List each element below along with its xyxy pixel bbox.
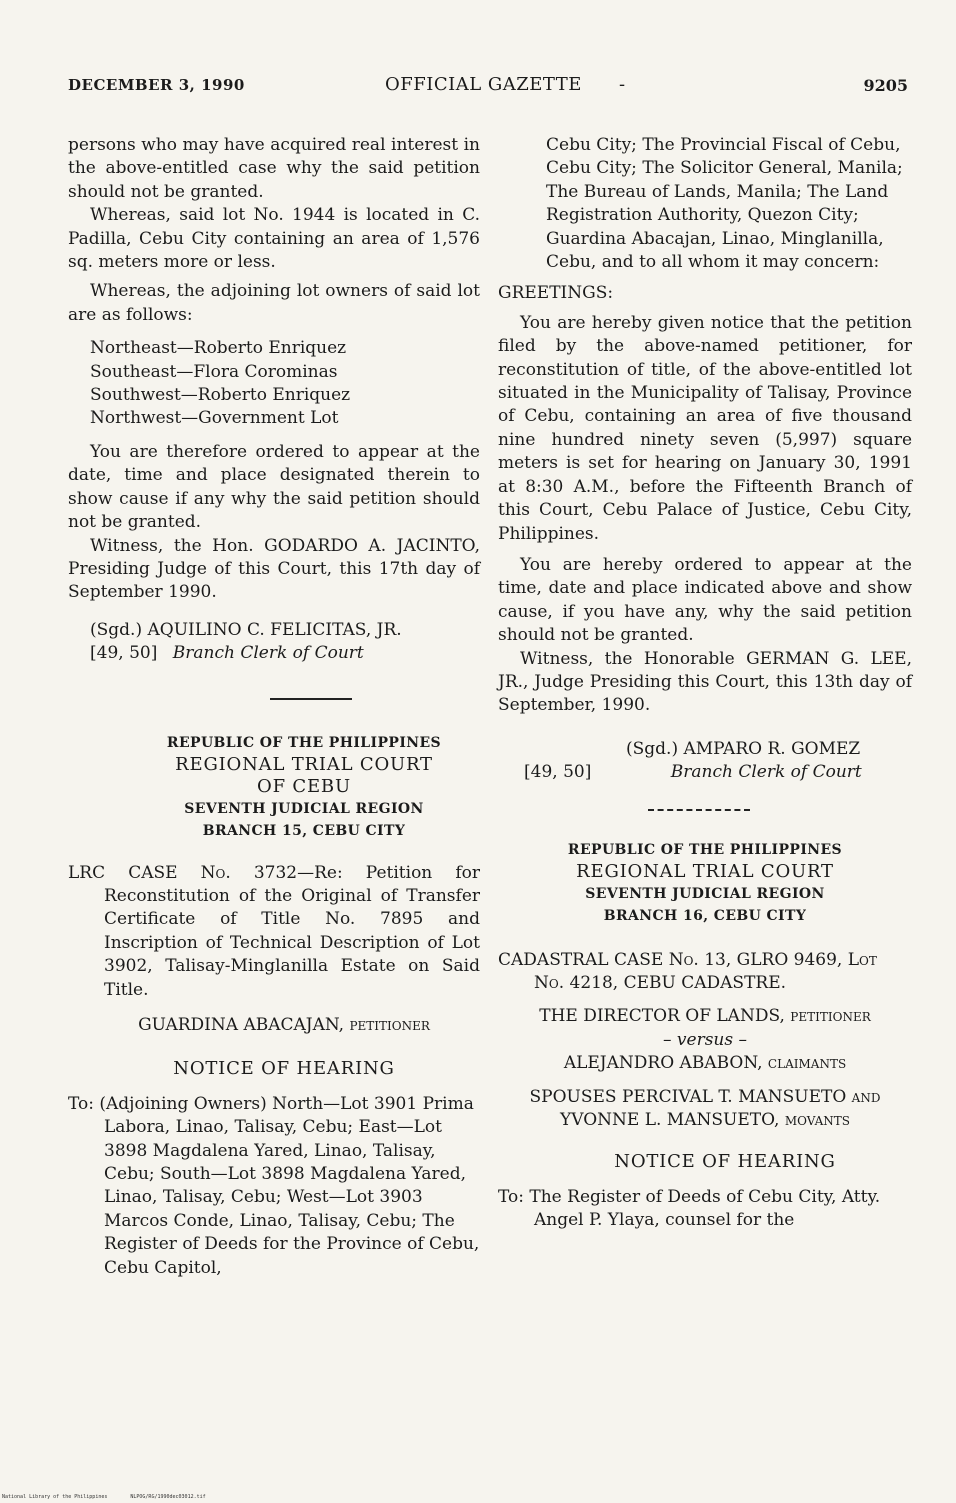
to-label: To: bbox=[498, 1186, 524, 1207]
signature-block bbox=[68, 619, 480, 666]
case-caption bbox=[68, 862, 480, 1002]
notice-of-hearing-title: NOTICE OF HEARING bbox=[614, 1151, 836, 1173]
header-dash: - bbox=[619, 74, 626, 95]
notice-of-hearing-title: NOTICE OF HEARING bbox=[173, 1058, 395, 1080]
petitioner-line: GUARDINA ABACAJAN, petitioner bbox=[138, 1014, 430, 1035]
issue-date: DECEMBER 3, 1990 bbox=[68, 76, 245, 94]
court-location: OF CEBU bbox=[257, 775, 351, 797]
witness-paragraph: Witness, the Hon. GODARDO A. JACINTO, Presiding Judge of this Court, this 17th day of September 1990. bbox=[68, 535, 480, 603]
continuation-addressees: Cebu City; The Provincial Fiscal of Cebu, Cebu City; The Solicitor General, Manila; The Bureau of Lands, Manila; The Land Registration Authority, Quezon City; Guardina Abacajan, Linao, Minglanilla, Cebu, and to all whom it may concern: bbox=[546, 135, 903, 273]
page-header bbox=[68, 76, 908, 100]
court-name: REGIONAL TRIAL COURT bbox=[576, 860, 834, 882]
library-credit: National Library of the Philippines bbox=[2, 1494, 108, 1500]
addressees-paragraph bbox=[498, 1186, 912, 1233]
case-number: LRC CASE No. 3732 bbox=[68, 862, 298, 883]
to-label: To: bbox=[68, 1093, 94, 1114]
court-region: SEVENTH JUDICIAL REGION bbox=[184, 800, 424, 817]
owner-northwest: Northwest—Government Lot bbox=[90, 408, 339, 429]
issue-reference: [49, 50] bbox=[90, 643, 158, 664]
addressees-paragraph bbox=[68, 1093, 480, 1280]
order-paragraph: You are hereby ordered to appear at the time, date and place indicated above and show cause, if you have any, why the said petition should not be granted. bbox=[498, 554, 912, 646]
order-paragraph: You are therefore ordered to appear at the date, time and place designated therein to show cause if any why the said petition should not be granted. bbox=[68, 441, 480, 533]
issue-reference: [49, 50] bbox=[524, 762, 592, 783]
signatory-name: (Sgd.) AQUILINO C. FELICITAS, JR. bbox=[90, 619, 402, 640]
right-column bbox=[498, 134, 912, 1233]
court-branch: BRANCH 15, CEBU CITY bbox=[202, 822, 406, 839]
petitioner-line: THE DIRECTOR OF LANDS, petitioner bbox=[539, 1006, 871, 1027]
owner-northeast: Northeast—Roberto Enriquez bbox=[90, 338, 347, 359]
court-heading bbox=[498, 839, 912, 927]
scan-footer bbox=[2, 1494, 226, 1500]
section-divider bbox=[648, 809, 750, 811]
section-divider bbox=[270, 698, 352, 700]
signature-block bbox=[498, 738, 912, 785]
case-number: CADASTRAL CASE No. 13, GLRO 9469, Lot No. 4218, CEBU CADASTRE. bbox=[498, 949, 877, 993]
court-heading bbox=[128, 732, 480, 842]
court-republic: REPUBLIC OF THE PHILIPPINES bbox=[166, 734, 442, 751]
greetings-label: GREETINGS: bbox=[498, 283, 614, 304]
court-republic: REPUBLIC OF THE PHILIPPINES bbox=[567, 841, 843, 858]
court-name: REGIONAL TRIAL COURT bbox=[175, 753, 433, 775]
witness-paragraph: Witness, the Honorable GERMAN G. LEE, JR., Judge Presiding this Court, this 13th day of September, 1990. bbox=[498, 648, 912, 716]
whereas-owners-paragraph: Whereas, the adjoining lot owners of said lot are as follows: bbox=[68, 281, 480, 325]
movants-line: SPOUSES PERCIVAL T. MANSUETO and YVONNE L. MANSUETO, movants bbox=[529, 1086, 881, 1130]
signatory-name: (Sgd.) AMPARO R. GOMEZ bbox=[626, 738, 861, 759]
addressees-text: The Register of Deeds of Cebu City, Atty. Angel P. Ylaya, counsel for the bbox=[529, 1186, 881, 1231]
continuation-paragraph: persons who may have acquired real interest in the above-entitled case why the said petition should not be granted. bbox=[68, 135, 480, 202]
left-column bbox=[68, 134, 480, 1280]
owner-southwest: Southwest—Roberto Enriquez bbox=[90, 385, 351, 406]
scan-filename: NLPOG/RG/1990dec03012.tif bbox=[130, 1494, 206, 1500]
notice-paragraph: You are hereby given notice that the petition filed by the above-named petitioner, for reconstitution of title, of the above-entitled lot situated in the Municipality of Talisay, Province of Cebu, containing an area of five thousand nine hundred ninety seven (5,997) square meters is set for hearing on January 30, 1991 at 8:30 A.M., before the Fifteenth Branch of this Court, Cebu Palace of Justice, Cebu City, Philippines. bbox=[498, 312, 912, 544]
case-description: —Re: Petition for Reconstitution of the Original of Transfer Certificate of Title No. 7895 and Inscription of Technical Description of Lot 3902, Talisay-Minglanilla Estate on Said Title. bbox=[104, 862, 480, 1000]
addressees-text: (Adjoining Owners) North—Lot 3901 Prima Labora, Linao, Talisay, Cebu; East—Lot 3898 Magdalena Yared, Linao, Talisay, Cebu; South—Lot 3898 Magdalena Yared, Linao, Talisay, Cebu; West—Lot 3903 Marcos Conde, Linao, Talisay, Cebu; The Register of Deeds for the Province of Cebu, Cebu Capitol, bbox=[99, 1093, 480, 1278]
versus-line: – versus – bbox=[663, 1029, 747, 1050]
owner-southeast: Southeast—Flora Corominas bbox=[90, 361, 338, 382]
court-region: SEVENTH JUDICIAL REGION bbox=[585, 885, 825, 902]
page-number: 9205 bbox=[863, 76, 908, 95]
whereas-lot-paragraph: Whereas, said lot No. 1944 is located in C. Padilla, Cebu City containing an area of 1,576 sq. meters more or less. bbox=[68, 205, 480, 273]
court-branch: BRANCH 16, CEBU CITY bbox=[603, 907, 807, 924]
publication-title: OFFICIAL GAZETTE bbox=[385, 74, 582, 95]
claimants-line: ALEJANDRO ABABON, claimants bbox=[563, 1053, 847, 1074]
adjoining-owners-list bbox=[68, 337, 480, 431]
signatory-title: Branch Clerk of Court bbox=[670, 762, 862, 783]
signatory-title: Branch Clerk of Court bbox=[172, 643, 364, 664]
